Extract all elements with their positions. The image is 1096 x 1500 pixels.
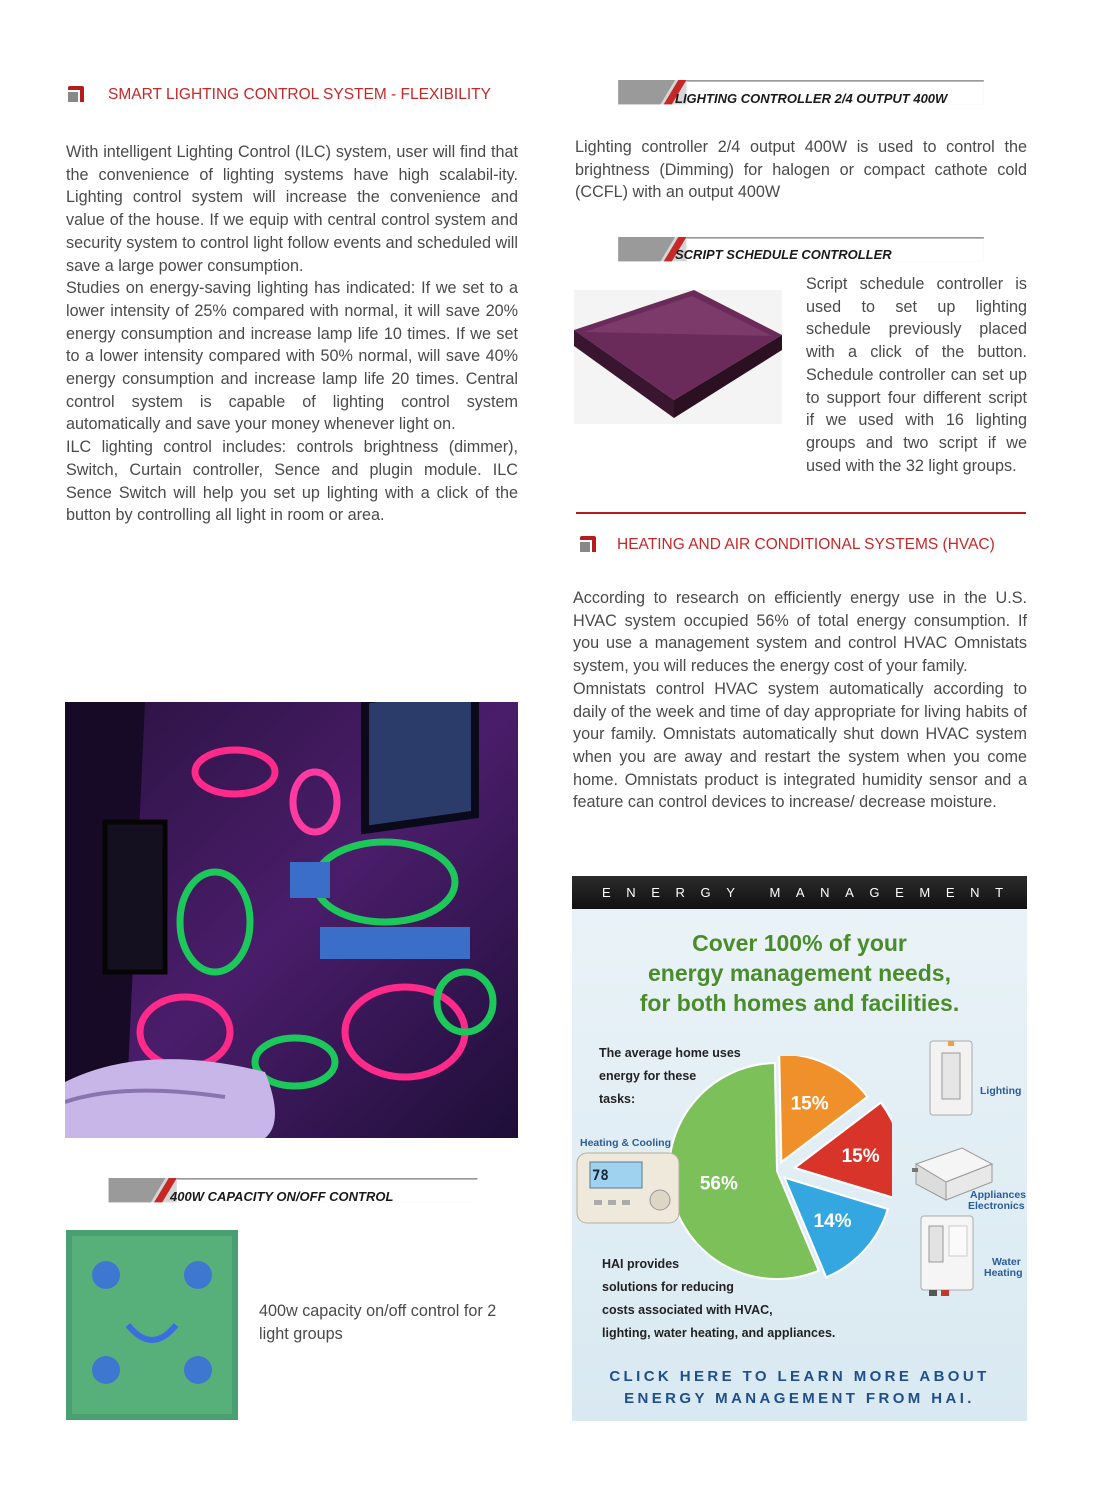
lighting-controller-title: LIGHTING CONTROLLER 2/4 OUTPUT 400W bbox=[675, 91, 948, 106]
ad-headline-3: for both homes and facilities. bbox=[639, 990, 960, 1016]
ad-intro-3: tasks: bbox=[599, 1092, 636, 1106]
hvac-title: HEATING AND AIR CONDITIONAL SYSTEMS (HVAC) bbox=[617, 536, 995, 553]
hvac-paragraph-1: According to research on efficiently energy use in the U.S. HVAC system occupied 56% of total energy consumption. If you use a management system and control HVAC Omnistats system, you will reduces the energy cost of your family. bbox=[573, 589, 1027, 676]
ad-headline-2: energy management needs, bbox=[648, 960, 951, 986]
smart-lighting-paragraph-1: With intelligent Lighting Control (ILC) system, user will find that the convenience of lighting systems have high scalabil-ity. Lighting control system will increase the convenience and value of the house. If we equip with central control system and security system to control light follow events and scheduled will save a large power consumption. bbox=[66, 143, 518, 275]
ad-headline-1: Cover 100% of your bbox=[692, 930, 907, 956]
ad-header: ENERGY MANAGEMENT bbox=[572, 876, 1027, 909]
ad-hai-3: costs associated with HVAC, bbox=[602, 1303, 773, 1317]
hvac-paragraph-2: Omnistats control HVAC system automatically according to daily of the week and time of day appropriate for living habits of your family. Omnistats automatically shut down HVAC system when you are away and restart the system when you come home. Omnistats product is integrated humidity sensor and a feature can control devices to increase/ decrease moisture. bbox=[573, 679, 1027, 812]
script-schedule-controller-photo bbox=[574, 290, 782, 424]
lighting-room-photo bbox=[65, 702, 518, 1138]
energy-management-ad[interactable] bbox=[572, 876, 1027, 1421]
label-water-2: Heating bbox=[984, 1267, 1023, 1279]
ad-cta-line-1[interactable]: CLICK HERE TO LEARN MORE ABOUT bbox=[609, 1368, 990, 1385]
label-appliances-2: Electronics bbox=[968, 1200, 1025, 1212]
pie-label-lighting: 15% bbox=[790, 1093, 829, 1115]
pie-label-appliances-electronics: 15% bbox=[841, 1146, 880, 1168]
section-bullet-icon bbox=[578, 534, 598, 554]
onoff-switch-photo bbox=[66, 1230, 238, 1420]
label-water-1: Water bbox=[992, 1256, 1021, 1268]
label-heating-cooling: Heating & Cooling bbox=[580, 1137, 671, 1149]
script-schedule-text: Script schedule controller is used to set up lighting schedule previously placed with a click of the button. Schedule controller can set up to support four different script if we used with 16 lighting groups and two script if we used with the 32 light groups. bbox=[806, 275, 1027, 475]
smart-lighting-paragraph-2: Studies on energy-saving lighting has indicated: If we set to a lower intensity of 25% compared with normal, it will save 20% energy consumption and increase lamp life 10 times. If we set to a lower intensity compared with 50% normal, will save 40% energy consumption and increase lamp life 20 times. Central control system is capable of lighting control system automatically and save your money whenever light on. bbox=[66, 279, 518, 434]
label-lighting: Lighting bbox=[980, 1085, 1022, 1097]
ad-intro-1: The average home uses bbox=[599, 1046, 741, 1060]
ad-intro-2: energy for these bbox=[599, 1069, 697, 1083]
ad-hai-1: HAI provides bbox=[602, 1257, 680, 1271]
smart-lighting-paragraph-3: ILC lighting control includes: controls brightness (dimmer), Switch, Curtain controller, Sence and plugin module. ILC Sence Switch will help you set up lighting with a click of the button by controlling all light in room or area. bbox=[66, 438, 518, 525]
energy-pie-chart bbox=[662, 1056, 892, 1286]
onoff-text: 400w capacity on/off control for 2 light groups bbox=[259, 1302, 497, 1343]
light-switch-device-icon bbox=[928, 1039, 974, 1117]
ad-hai-2: solutions for reducing bbox=[602, 1280, 734, 1294]
thermostat-device-icon bbox=[576, 1152, 680, 1224]
smart-lighting-body bbox=[66, 141, 518, 527]
water-heater-controller-device-icon bbox=[919, 1214, 975, 1296]
section-divider bbox=[576, 512, 1026, 514]
ad-cta-line-2[interactable]: ENERGY MANAGEMENT FROM HAI. bbox=[624, 1390, 975, 1407]
script-schedule-title: SCRIPT SCHEDULE CONTROLLER bbox=[675, 247, 892, 262]
pie-label-water-heating: 14% bbox=[813, 1211, 852, 1233]
smart-lighting-title: SMART LIGHTING CONTROL SYSTEM - FLEXIBILITY bbox=[108, 86, 491, 103]
pie-label-heating-cooling: 56% bbox=[699, 1173, 738, 1195]
lighting-controller-text: Lighting controller 2/4 output 400W is used to control the brightness (Dimming) for halogen or compact cathote cold (CCFL) with an output 400W bbox=[575, 138, 1027, 202]
onoff-title: 400W CAPACITY ON/OFF CONTROL bbox=[170, 1189, 394, 1204]
label-appliances-1: Appliances bbox=[970, 1189, 1027, 1201]
ad-hai-4: lighting, water heating, and appliances. bbox=[602, 1326, 836, 1340]
thermostat-temperature: 78 bbox=[592, 1168, 609, 1184]
hvac-body bbox=[573, 587, 1027, 814]
section-bullet-icon bbox=[66, 84, 86, 104]
